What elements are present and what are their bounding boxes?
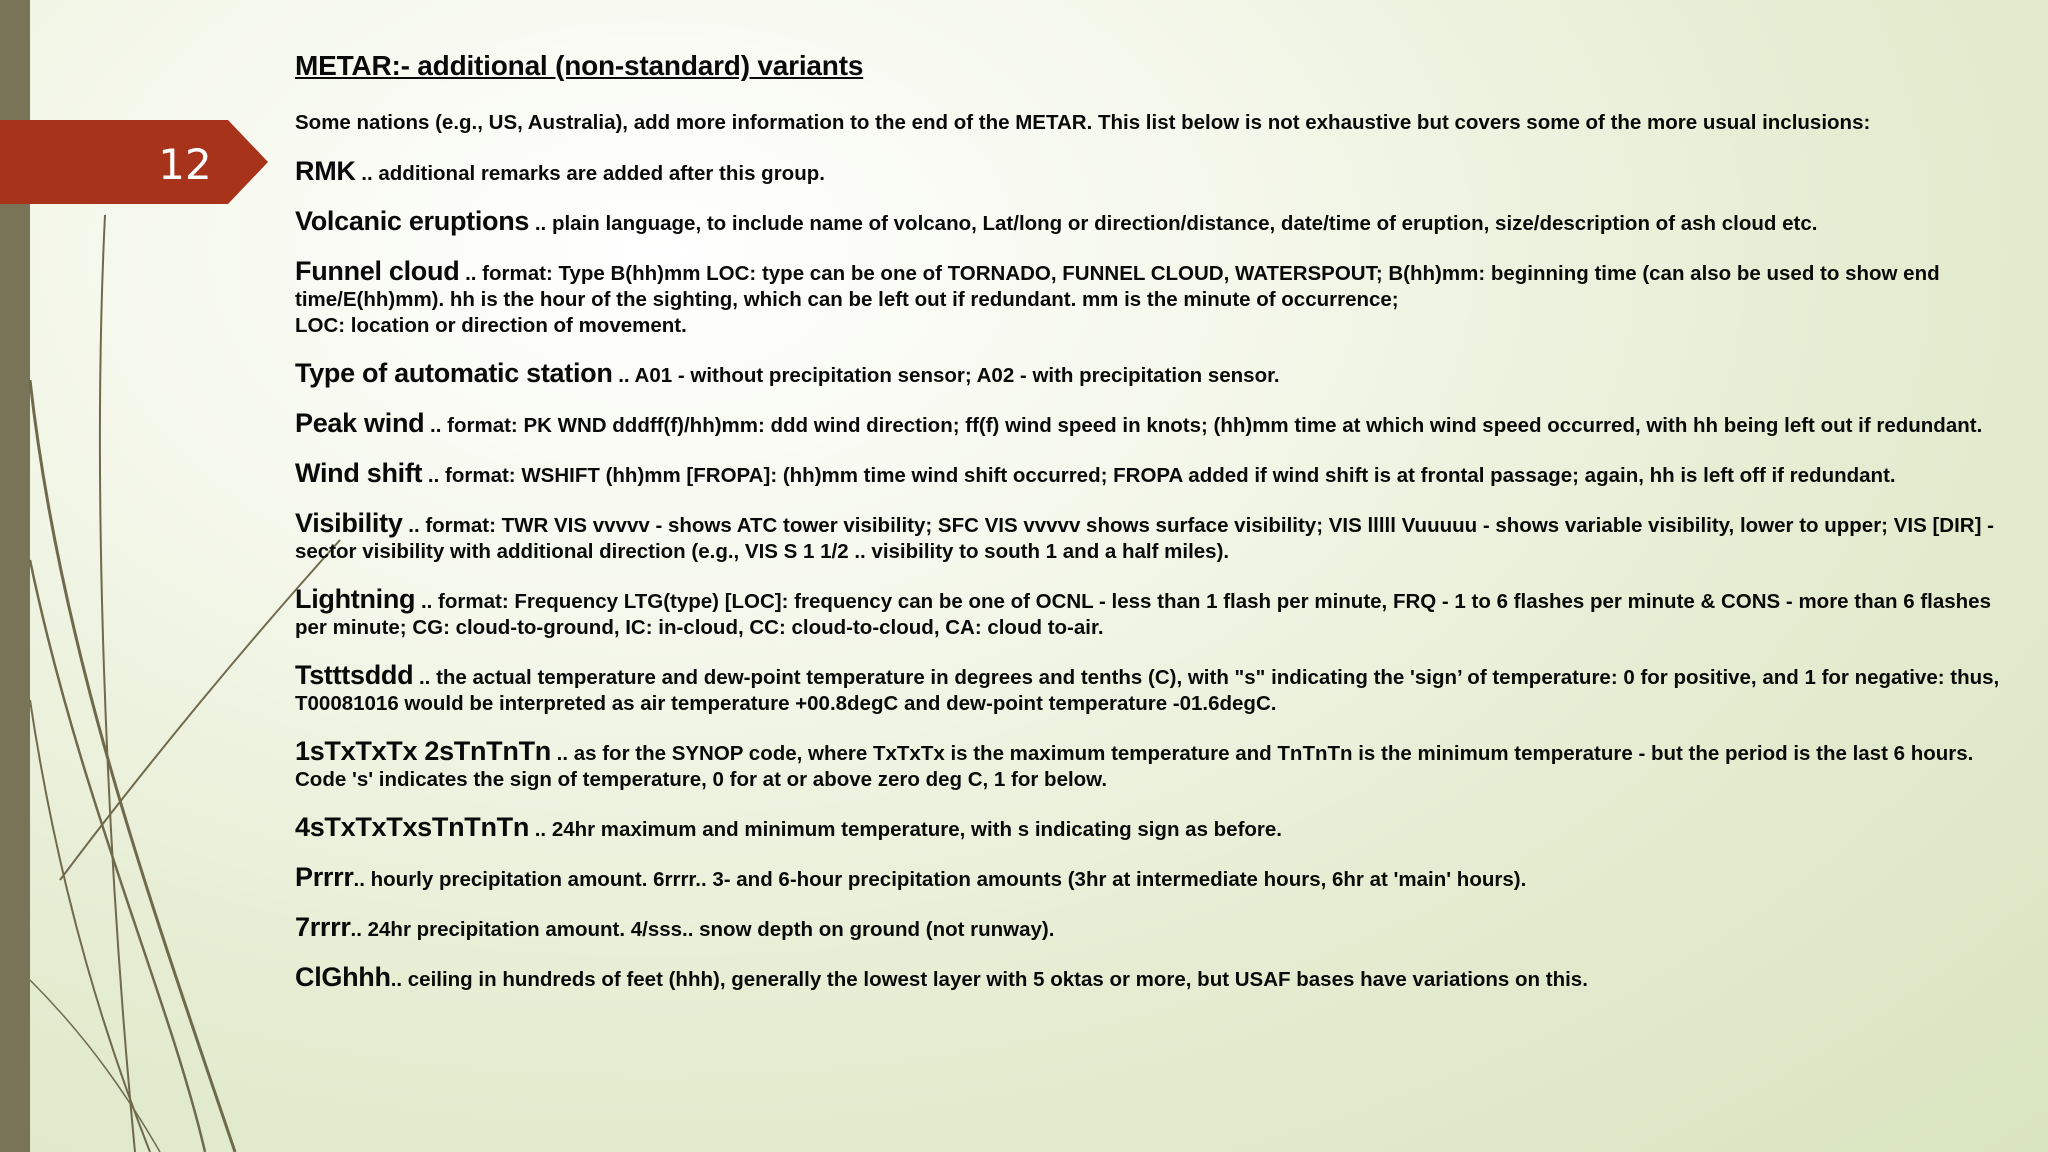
- list-item-24hr-max-min: [295, 814, 2010, 843]
- item-description: .. format: PK WND dddff(f)/hh)mm: ddd wind direction; ff(f) wind speed in knots; (hh)mm time at which wind speed occurred, with hh being left out if redundant.: [424, 414, 1983, 437]
- item-term: Tstttsddd: [295, 660, 414, 690]
- list-item-peak-wind: [295, 410, 2010, 439]
- list-item-24hr-precip: [295, 914, 2010, 943]
- item-description: .. format: TWR VIS vvvvv - shows ATC tower visibility; SFC VIS vvvvv shows surface visibility; VIS lllll Vuuuuu - shows variable visibility, lower to upper; VIS [DIR] - sector visibility with additional direction (e.g., VIS S 1 1/2 .. visibility to south 1 and a half miles).: [295, 514, 1994, 563]
- item-term: 7rrrr: [295, 912, 351, 942]
- list-item-funnel-cloud: [295, 258, 2010, 339]
- item-term: Lightning: [295, 584, 416, 614]
- list-item-volcanic-eruptions: [295, 208, 2010, 237]
- item-term: 4sTxTxTxsTnTnTn: [295, 812, 530, 842]
- item-term: Wind shift: [295, 458, 423, 488]
- slide-number: 12: [158, 140, 212, 189]
- slide-content: [295, 46, 2010, 1014]
- item-description: .. additional remarks are added after this group.: [355, 162, 825, 185]
- list-item-visibility: [295, 510, 2010, 565]
- item-description-line-2: LOC: location or direction of movement.: [295, 314, 687, 337]
- item-description: .. ceiling in hundreds of feet (hhh), generally the lowest layer with 5 oktas or more, but USAF bases have variations on this.: [390, 968, 1588, 991]
- item-term: Prrrr: [295, 862, 354, 892]
- item-term: ClGhhh: [295, 962, 391, 992]
- item-description: .. A01 - without precipitation sensor; A02 - with precipitation sensor.: [612, 364, 1280, 387]
- intro-paragraph: Some nations (e.g., US, Australia), add more information to the end of the METAR. This list below is not exhaustive but covers some of the more usual inclusions:: [295, 111, 1871, 134]
- item-term: Volcanic eruptions: [295, 206, 530, 236]
- item-description: .. format: Frequency LTG(type) [LOC]: frequency can be one of OCNL - less than 1 flash per minute, FRQ - 1 to 6 flashes per minute & CONS - more than 6 flashes per minute; CG: cloud-to-ground, IC: in-cloud, CC: cloud-to-cloud, CA: cloud to-air.: [295, 590, 1991, 639]
- list-item-automatic-station: [295, 360, 2010, 389]
- list-item-rmk: [295, 158, 2010, 187]
- item-description: .. the actual temperature and dew-point temperature in degrees and tenths (C), with "s" indicating the 'sign’ of temperature: 0 for positive, and 1 for negative: thus, T00081016 would be interpreted as air temperature +00.8degC and dew-point temperature -01.6degC.: [295, 666, 2000, 715]
- list-item-lightning: [295, 586, 2010, 641]
- item-term: 1sTxTxTx 2sTnTnTn: [295, 736, 551, 766]
- item-term: RMK: [295, 156, 356, 186]
- list-item-wind-shift: [295, 460, 2010, 489]
- item-description: .. format: Type B(hh)mm LOC: type can be one of TORNADO, FUNNEL CLOUD, WATERSPOUT; B(hh)mm: beginning time (can also be used to show end time/E(hh)mm). hh is the hour of the sighting, which can be left out if redundant. mm is the minute of occurrence;: [295, 262, 1940, 311]
- list-item-temperature-group: [295, 662, 2010, 717]
- list-item-hourly-precip: [295, 864, 2010, 893]
- item-description: .. hourly precipitation amount. 6rrrr.. 3- and 6-hour precipitation amounts (3hr at intermediate hours, 6hr at 'main' hours).: [353, 868, 1527, 891]
- item-term: Peak wind: [295, 408, 425, 438]
- list-item-ceiling: [295, 964, 2010, 993]
- item-description: .. format: WSHIFT (hh)mm [FROPA]: (hh)mm time wind shift occurred; FROPA added if wind shift is at frontal passage; again, hh is left off if redundant.: [422, 464, 1896, 487]
- item-description: .. 24hr maximum and minimum temperature, with s indicating sign as before.: [529, 818, 1283, 841]
- list-item-6hr-max-min: [295, 738, 2010, 793]
- item-description: .. as for the SYNOP code, where TxTxTx is the maximum temperature and TnTnTn is the minimum temperature - but the period is the last 6 hours. Code 's' indicates the sign of temperature, 0 for at or above zero deg C, 1 for below.: [295, 742, 1974, 791]
- item-term: Visibility: [295, 508, 403, 538]
- item-description: .. plain language, to include name of volcano, Lat/long or direction/distance, date/time of eruption, size/description of ash cloud etc.: [529, 212, 1818, 235]
- item-term: Funnel cloud: [295, 256, 460, 286]
- slide-title: METAR:- additional (non-standard) variants: [295, 50, 864, 81]
- item-term: Type of automatic station: [295, 358, 613, 388]
- item-description: .. 24hr precipitation amount. 4/sss.. snow depth on ground (not runway).: [350, 918, 1055, 941]
